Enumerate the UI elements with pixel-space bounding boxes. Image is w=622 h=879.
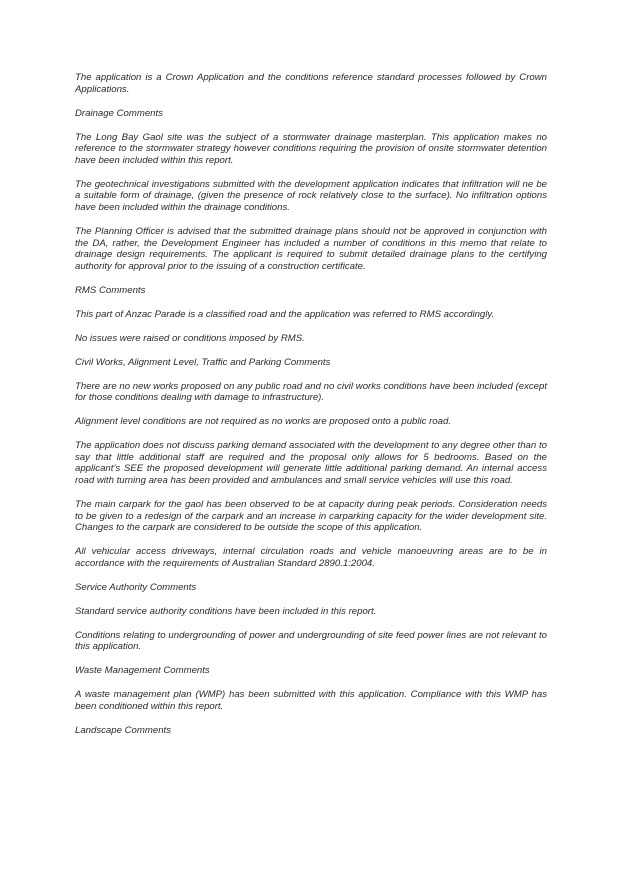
paragraph-main-carpark: The main carpark for the gaol has been observed to be at capacity during peak periods. Consideration needs to be given to a redesign of the carpark and an increase in carparking capacity for the wider development site. Changes to the carpark are considered to be outside the scope of this application. bbox=[75, 498, 547, 534]
paragraph-planning-officer: The Planning Officer is advised that the submitted drainage plans should not be approved in conjunction with the DA, rather, the Development Engineer has included a number of conditions in this memo that relate to drainage design requirements. The applicant is required to submit detailed drainage plans to the certifying authority for approval prior to the issuing of a construction certificate. bbox=[75, 225, 547, 272]
paragraph-crown-application: The application is a Crown Application and the conditions reference standard processes followed by Crown Applications. bbox=[75, 72, 547, 95]
paragraph-geotechnical: The geotechnical investigations submitted with the development application indicates that infiltration will ne be a suitable form of drainage, (given the presence of rock relatively close to the surface). No infiltration options have been included within the drainage conditions. bbox=[75, 178, 547, 213]
paragraph-alignment-level: Alignment level conditions are not required as no works are proposed onto a public road. bbox=[75, 416, 451, 428]
heading-waste-management: Waste Management Comments bbox=[75, 665, 210, 677]
paragraph-anzac-parade: This part of Anzac Parade is a classified road and the application was referred to RMS accordingly. bbox=[75, 308, 495, 320]
paragraph-undergrounding: Conditions relating to undergrounding of power and undergrounding of site feed power lines are not relevant to this application. bbox=[75, 629, 547, 653]
paragraph-no-new-works: There are no new works proposed on any public road and no civil works conditions have been included (except for those conditions dealing with damage to infrastructure). bbox=[75, 380, 547, 404]
paragraph-parking-demand: The application does not discuss parking demand associated with the development to any degree other than to say that little additional staff are required and the proposal only allows for 5 bedrooms. Based on the applicant’s SEE the proposed development will generate little additional parking demand. An internal access road with turning area has been provided and ambulances and small service vehicles will use this road. bbox=[75, 440, 547, 486]
document-page bbox=[75, 72, 547, 749]
heading-landscape-comments: Landscape Comments bbox=[75, 724, 171, 736]
heading-rms-comments: RMS Comments bbox=[75, 284, 146, 296]
heading-drainage-comments: Drainage Comments bbox=[75, 107, 163, 119]
paragraph-vehicular-access: All vehicular access driveways, internal circulation roads and vehicle manoeuvring areas are to be in accordance with the requirements of Australian Standard 2890.1:2004. bbox=[75, 546, 547, 569]
paragraph-waste-plan: A waste management plan (WMP) has been submitted with this application. Compliance with this WMP has been conditioned within this report. bbox=[75, 689, 547, 712]
paragraph-rms-no-issues: No issues were raised or conditions imposed by RMS. bbox=[75, 332, 305, 344]
paragraph-service-conditions: Standard service authority conditions have been included in this report. bbox=[75, 605, 377, 617]
heading-service-authority: Service Authority Comments bbox=[75, 581, 197, 593]
paragraph-stormwater-masterplan: The Long Bay Gaol site was the subject of a stormwater drainage masterplan. This application makes no reference to the stormwater strategy however conditions requiring the provision of onsite stormwater detention have been included within this report. bbox=[75, 131, 547, 166]
heading-civil-works: Civil Works, Alignment Level, Traffic and Parking Comments bbox=[75, 356, 331, 368]
